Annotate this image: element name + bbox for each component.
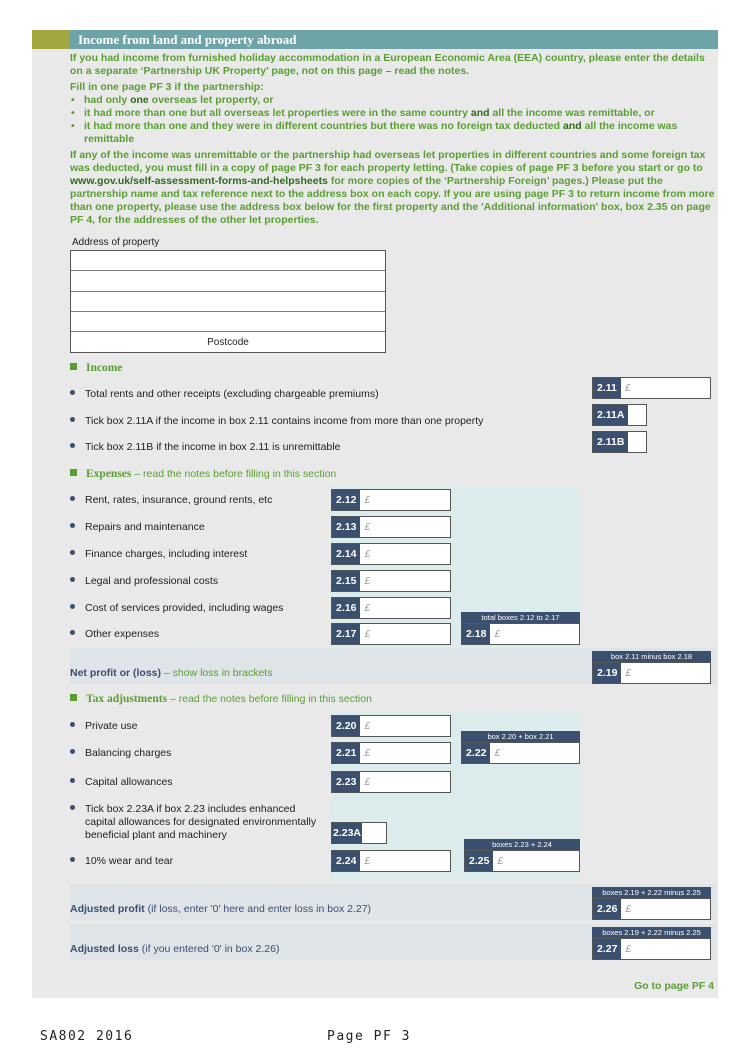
box-2-19[interactable]: 2.19 £ [592, 662, 711, 684]
adjusted-profit-caption: boxes 2.19 + 2.22 minus 2.25 [592, 887, 711, 898]
income-heading: Income [70, 361, 122, 375]
row-capital: Capital allowances [70, 776, 173, 789]
sum-caption: box 2.20 + box 2.21 [461, 731, 580, 742]
box-2-27[interactable]: 2.27 £ [592, 938, 711, 960]
tick-box-2-11b[interactable]: 2.11B [592, 431, 647, 453]
row-expense: Other expenses [70, 628, 159, 641]
row-expense: Finance charges, including interest [70, 548, 247, 561]
postcode-label: Postcode [207, 337, 249, 348]
box-2-20[interactable]: 2.20 £ [331, 715, 451, 737]
intro-p1: If you had income from furnished holiday accommodation in a European Economic Area (EEA) country, please enter the details on a separate ‘Partnership UK Property’ page, not on this page – read the notes. [70, 52, 705, 77]
box-2-26[interactable]: 2.26 £ [592, 898, 711, 920]
row-expense: Repairs and maintenance [70, 521, 205, 534]
footer-page-number: Page PF 3 [327, 1029, 411, 1044]
box-2-11[interactable]: 2.11 £ [592, 377, 711, 399]
row-2-11a: Tick box 2.11A if the income in box 2.11 contains income from more than one property [70, 415, 483, 428]
box-2-14[interactable]: 2.14 £ [331, 543, 451, 565]
box-2-12[interactable]: 2.12 £ [331, 489, 451, 511]
tax-heading: Tax adjustments – read the notes before filling in this section [70, 692, 372, 706]
adjusted-loss-caption: boxes 2.19 + 2.22 minus 2.25 [592, 927, 711, 938]
list-item: • it had more than one and they were in different countries but there was no foreign tax deducted and all the income was remittable [70, 120, 716, 146]
row-2-11b: Tick box 2.11B if the income in box 2.11 is unremittable [70, 441, 340, 454]
row-balancing: Balancing charges [70, 747, 171, 760]
tick-box-2-11a[interactable]: 2.11A [592, 404, 647, 426]
wear-caption: boxes 2.23 + 2.24 [464, 839, 580, 850]
tick-box-2-23a[interactable]: 2.23A [331, 822, 387, 844]
box-2-13[interactable]: 2.13 £ [331, 516, 451, 538]
row-expense: Legal and professional costs [70, 575, 218, 588]
adjusted-loss-label: Adjusted loss (if you entered '0' in box 2.26) [70, 943, 280, 955]
list-item: • it had more than one but all overseas let properties were in the same country and all the income was remittable, or [70, 107, 716, 120]
net-profit-label: Net profit or (loss) – show loss in brackets [70, 667, 273, 679]
address-box[interactable] [70, 250, 386, 353]
box-2-17[interactable]: 2.17 £ [331, 623, 451, 645]
row-private-use: Private use [70, 720, 138, 733]
box-2-16[interactable]: 2.16 £ [331, 597, 451, 619]
intro-list [70, 94, 716, 146]
list-item: • had only one overseas let property, or [70, 94, 716, 107]
row-wear: 10% wear and tear [70, 855, 173, 868]
row-tick-2-23a: Tick box 2.23A if box 2.23 includes enhanced capital allowances for designated environmentally beneficial plant and machinery [70, 803, 320, 842]
box-2-15[interactable]: 2.15 £ [331, 570, 451, 592]
box-2-24[interactable]: 2.24 £ [331, 850, 451, 872]
section-header: Income from land and property abroad [70, 30, 718, 49]
row-2-11: Total rents and other receipts (excluding chargeable premiums) [70, 388, 379, 401]
address-label: Address of property [72, 237, 160, 248]
row-expense: Cost of services provided, including wages [70, 602, 283, 615]
intro-text [70, 52, 716, 230]
net-caption: box 2.11 minus box 2.18 [592, 651, 711, 662]
header-accent [32, 30, 70, 49]
intro-p3: If any of the income was unremittable or the partnership had overseas let properties in different countries and some foreign tax was deducted, you must fill in a copy of page PF 3 for each property letting. (Take copies of page PF 3 before you start or go to www.gov.uk/self-assessment-forms-and-helpsheets for more copies of the ‘Partnership Foreign’ pages.) Please put the partnership name and tax reference next to the address box on each copy. If you are using page PF 3 to return income from more than one property, please use the address box below for the first property and the 'Additional information' box, box 2.35 on page PF 4, for the addresses of the other let properties. [70, 149, 715, 226]
row-expense: Rent, rates, insurance, ground rents, etc [70, 494, 272, 507]
box-2-23[interactable]: 2.23 £ [331, 771, 451, 793]
expenses-heading: Expenses – read the notes before filling in this section [70, 467, 336, 481]
adjusted-profit-label: Adjusted profit (if loss, enter '0' here and enter loss in box 2.27) [70, 903, 372, 915]
box-2-21[interactable]: 2.21 £ [331, 742, 451, 764]
gov-link[interactable]: www.gov.uk/self-assessment-forms-and-helpsheets [70, 175, 328, 187]
total-caption: total boxes 2.12 to 2.17 [461, 612, 580, 623]
intro-p2: Fill in one page PF 3 if the partnership: [70, 81, 264, 93]
box-2-22[interactable]: 2.22 £ [461, 742, 580, 764]
goto-link[interactable]: Go to page PF 4 [634, 980, 714, 992]
box-2-25[interactable]: 2.25 £ [464, 850, 580, 872]
box-2-18[interactable]: 2.18 £ [461, 623, 580, 645]
footer-form-code: SA802 2016 [40, 1029, 134, 1044]
